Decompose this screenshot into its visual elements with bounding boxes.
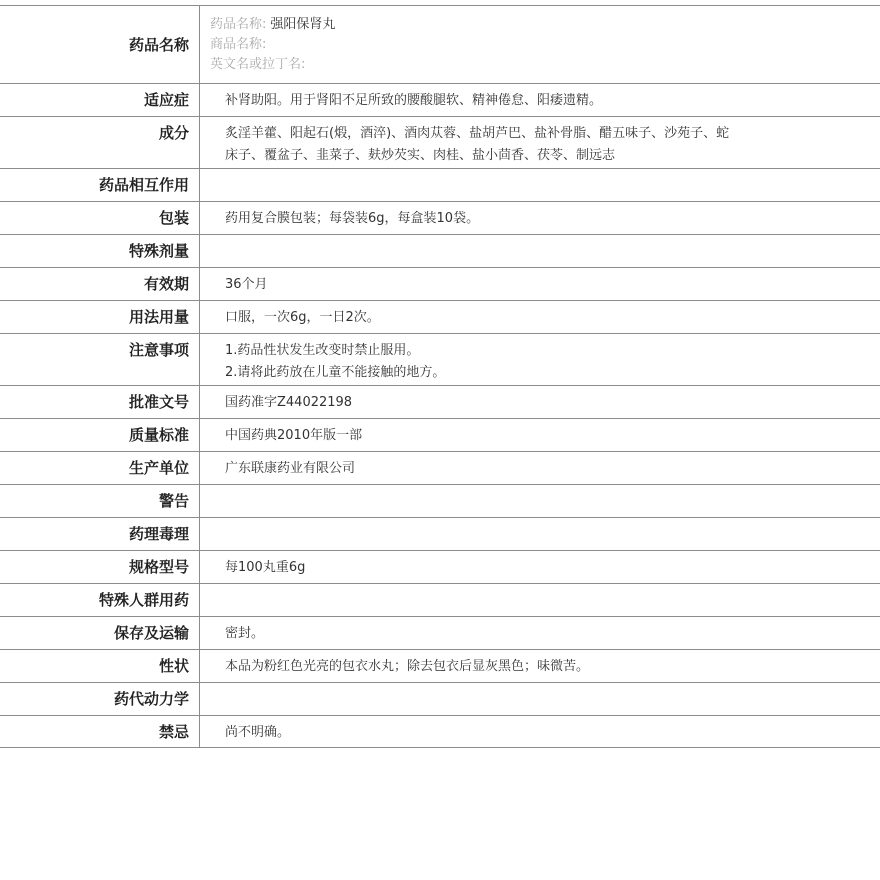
- row-label: 规格型号: [0, 551, 200, 583]
- row-label: 禁忌: [0, 716, 200, 747]
- row-label: 包装: [0, 202, 200, 234]
- row-label: 注意事项: [0, 334, 200, 385]
- table-row-drug-name: [0, 5, 880, 83]
- row-label: 性状: [0, 650, 200, 682]
- row-value: [200, 202, 880, 234]
- table-row: [0, 550, 880, 583]
- drug-name-cell: [200, 6, 880, 83]
- table-row: [0, 300, 880, 333]
- row-value-line: 中国药典2010年版一部: [225, 428, 363, 443]
- row-label: 保存及运输: [0, 617, 200, 649]
- row-value-line: 国药准字Z44022198: [225, 395, 353, 410]
- row-value-line: 1.药品性状发生改变时禁止服用。: [225, 343, 420, 358]
- row-value: [200, 683, 880, 715]
- row-value: [200, 518, 880, 550]
- table-row: [0, 116, 880, 168]
- table-row: [0, 267, 880, 300]
- row-value: [200, 334, 880, 385]
- row-value: [200, 235, 880, 267]
- row-label: 特殊人群用药: [0, 584, 200, 616]
- row-value: [200, 268, 880, 300]
- english-name-key: 英文名或拉丁名:: [210, 57, 306, 72]
- row-label: 成分: [0, 117, 200, 168]
- row-value: [200, 485, 880, 517]
- row-label: 药品名称: [0, 6, 200, 83]
- table-row: [0, 451, 880, 484]
- table-row: [0, 715, 880, 748]
- row-label: 警告: [0, 485, 200, 517]
- row-value-line: 36个月: [225, 277, 268, 292]
- table-row: [0, 484, 880, 517]
- row-value: [200, 452, 880, 484]
- row-label: 质量标准: [0, 419, 200, 451]
- row-label: 药代动力学: [0, 683, 200, 715]
- row-value: [200, 551, 880, 583]
- row-value: [200, 584, 880, 616]
- row-label: 适应症: [0, 84, 200, 116]
- row-value: [200, 419, 880, 451]
- row-value: [200, 650, 880, 682]
- table-row: [0, 583, 880, 616]
- table-row: [0, 649, 880, 682]
- table-row: [0, 333, 880, 385]
- row-value: [200, 301, 880, 333]
- drug-name-key: 药品名称:: [210, 17, 267, 32]
- row-value-line: 本品为粉红色光亮的包衣水丸；除去包衣后显灰黑色；味微苦。: [225, 659, 590, 674]
- row-label: 有效期: [0, 268, 200, 300]
- row-value-line: 补肾助阳。用于肾阳不足所致的腰酸腿软、精神倦怠、阳痿遗精。: [225, 93, 603, 108]
- row-label: 用法用量: [0, 301, 200, 333]
- row-value-line: 2.请将此药放在儿童不能接触的地方。: [225, 365, 446, 380]
- row-value-line: 药用复合膜包装；每袋装6g，每盒装10袋。: [225, 211, 480, 226]
- drug-info-table: [0, 5, 880, 748]
- row-value-line: 尚不明确。: [225, 725, 291, 740]
- row-value-line: 口服，一次6g，一日2次。: [225, 310, 380, 325]
- row-label: 生产单位: [0, 452, 200, 484]
- table-row: [0, 83, 880, 116]
- table-row: [0, 682, 880, 715]
- row-value: [200, 716, 880, 747]
- row-value: [200, 169, 880, 201]
- row-value-line: 每100丸重6g: [225, 560, 306, 575]
- table-row: [0, 418, 880, 451]
- row-value: [200, 617, 880, 649]
- drug-name-value: 强阳保肾丸: [270, 17, 336, 32]
- table-row: [0, 385, 880, 418]
- table-row: [0, 616, 880, 649]
- table-row: [0, 201, 880, 234]
- row-value: [200, 84, 880, 116]
- row-value-line: 密封。: [225, 626, 265, 641]
- trade-name-key: 商品名称:: [210, 37, 267, 52]
- row-label: 药品相互作用: [0, 169, 200, 201]
- row-value-line: 床子、覆盆子、韭菜子、麸炒芡实、肉桂、盐小茴香、茯苓、制远志: [225, 148, 616, 163]
- row-label: 特殊剂量: [0, 235, 200, 267]
- row-value: [200, 117, 880, 168]
- table-row: [0, 517, 880, 550]
- row-value: [200, 386, 880, 418]
- table-row: [0, 234, 880, 267]
- row-label: 药理毒理: [0, 518, 200, 550]
- row-value-line: 炙淫羊藿、阳起石(煅，酒淬)、酒肉苁蓉、盐胡芦巴、盐补骨脂、醋五味子、沙苑子、蛇: [225, 126, 730, 141]
- row-value-line: 广东联康药业有限公司: [225, 461, 356, 476]
- row-label: 批准文号: [0, 386, 200, 418]
- table-row: [0, 168, 880, 201]
